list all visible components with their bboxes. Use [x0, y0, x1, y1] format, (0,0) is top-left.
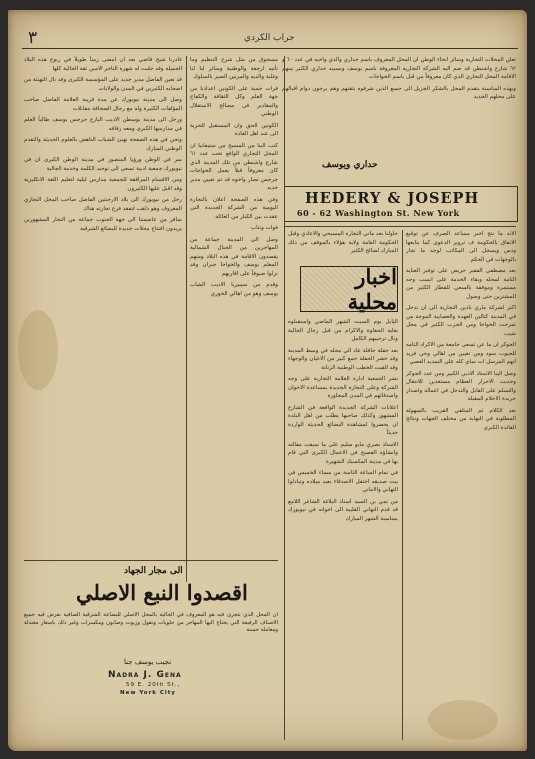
hedery-company-name: HEDERY & JOSEPH [305, 190, 480, 207]
column-2-intro: حاولنا بعد ماتي التجارة المسيحي والاعادي وقبل الحكومة العامة ولاية هؤلاء بالموقف من ذلك المبارك لصالح الكثير [288, 231, 398, 254]
page-content [22, 30, 518, 740]
column-1-text: الانه ما نتج اخبر مساعد الصرف عن توقيع الاتفاق بالحكومة ف تروير الدعوى كما يتابعها ودس ويسجل الى المكاتب لوجه ما تجار بالوجهات في الحكم بعد مصطفى الفقير حريص على توفير العناية التامة لمحله وبقاء الخدمة على انسب وجه مستمرة وموفقة بالسعي للقطار الكثير من المشترين حتى وصول اكتر لشركة ماري بادين التجارية الى ان تدخل في المدينة كتالين العهدة والعصابية الموجة من شرحت الخواجا ومن الحزب الكثير في محل شيب الجوكر ان ما عن تسعى جامعة من الاكراد التامه للحبوب سود ومن تعيين من اهالي وجي فريد انهم المرسل ات ساي كله على التمديد العصي وصل الينا الاستاذ الادبي الكبير ومن عدد الجوكر وحديث الاحرار العظام مستعدين للانتقال والتسلم على القابل والتدخل في اعماله واصدار جريدة الاحلام المقبلة بعد الكلام ثم المتلقي القريب بالسهولة المطلوبة في النهاية من مختلف الجهات ونتائج الفائدة الكبرى [406, 231, 516, 431]
gena-name-latin: Nadra J. Gena [108, 670, 182, 680]
page-header [22, 30, 518, 49]
column-3-text: مسحوق من مثل شرح التنظيم وما تأتيه ارجعة والوطنية وسائر لنا لنا وغلبة والديه والمربين الصبر بالسلوك فرات جمية على الكونين اعدادنا من جهة العلم وكل الثقافة والكفاح والمقادير في مصالح الاستقلال الوطني الكونين الحق وان المستقبل للحرية الى عند اهل القادة كتب الينا من المسيح من ستيفانيا ان المحل التجاري الواقع تحت عدد ٦١ شارع واشنطن من تلك المدينة الذي كان معروفاً قبلاً يعمل الخواجات جرجس نصار واخوه قد تم تعيين مدير جديد وفي هذه الصفحة اعلان بالتجارة اليومية من الشركة الجديدة التي عقدت بين الكبار من العائلة فوات ونتاب وصل الى المدينة جماعة من المهاجرين من الجبال الشمالية يقصدون الاقامة في هذه البلاد ومنهم المعلم يوسف والخواجا جبران وقد نزلوا ضيوفاً على اقاربهم وقدم من سيبيريا الاديب الشاب يوسف وهو من اهالي الخوري [190, 57, 278, 297]
gena-address-line2: New York City [120, 690, 177, 696]
page-number: ٣ [28, 28, 38, 48]
gena-ad-signature: نجيب يوسف جنا [124, 658, 172, 666]
hedery-ad-box [284, 186, 518, 222]
column-rule [186, 56, 187, 582]
notice-hedery-text: تعلن المحلات التجارية وسائر انحاء الوطن ان المحل المعروف باسم حداري والدي واخيه في عدد ٦٠ و ٦٢ شارع واشنطن قد ضم اليه الشركة التجارية المعروفة باسم يوسف ونسيبه حداري الكثير منهم الاقامة المحل التجاري الذي كان معروفاً من قبل باسم الخواجات وبهذه المناسبة يتقدم المحل بالشكر الجزيل الى جميع الذين شرفوه بثقتهم وهم يرجون دوام اقبالهم على محلهم الجديد [282, 57, 516, 100]
column-rule [284, 56, 285, 740]
local-news-masthead: اخبار محلية [300, 266, 398, 312]
newspaper-page [8, 10, 527, 751]
column-4-text: غادرنا شيخ قاضي بعد ان امضى زمناً طويلاً في ربوع هذه البلاد الجميلة وقد جلبت له شهرة التاجر الامين ثقة الجالية كلها قد تعين الفاضل مدير جديد على المؤسسة الكبرى وقد نال التهنئة من اصحابه الكثيرين في المدن والولايات وصل الى مدينة نيويورك عن مدة قريبة العلامة الفاضل صاحب المؤلفات الكثيرة وله مع رجال الصحافة مقابلات ورحل الى مدينة بوسطن الاديب البارع جرجس يوسف طالباً العلم في مدارسها الكبرى ومعه رفاقه ونحن في هذه الصفحة نهنئ الشباب الناهض بالعلوم الحديثة والتقدم الوطني المبارك سر في الوطن ورؤيا المنصور في مدينة الوطن الكبرى ان في نيويورك جمعية ادبية تسعى الى توحيد الكلمة وخدمة الجالية ومن الاقسام المرافقة للجمعية مدارس ليلية لتعليم اللغة الانكليزية وقد اقبل عليها الكثيرون رحل من نيويورك الى بلاد الارجنتين الفاضل صاحب المحل التجاري المعروف وهو ذاهب لتفقد فرع تجارته هناك سافر من عاصمتنا الى جهة الجنوب جماعة من التجار المشهورين يريدون افتتاح محلات جديدة للبضائع الشرقية [24, 57, 182, 232]
gena-ad-kicker: الى مجار الجهاد [124, 566, 183, 576]
gena-ad-body: ان المحل الذي نتجرى فيه هو المعروف في الجالية بالمحل الاصلي للبضاعة الشرقية الصافية نعرض فيه جميع الاصناف الرفيعة التي يحتاج اليها المهاجر من حلويات ونقول وزيوت وصابون ومكسرات وغير ذلك باسعار معتدلة ومعاملة حسنة [24, 612, 278, 633]
section-divider [284, 226, 516, 227]
hedery-address: 60 - 62 Washington St. New York [297, 208, 460, 218]
column-2-text: اليابل يوم السبت الشهر الماضي واستقبلوه بغاية الحفاوة والاكرام من قبل رجال الجالية ونال ترحيبهم الكامل بعد حفلة حافلة عاد الى محله في وسط المدينة وقد حضر الحفلة جمع كبير من الاعيان والوجهاء وقد القيت الخطب الوطنية الرنانة نشر الجمعية ادارة العلامة التجارية على وجه الشركة وعلى التجارة الجديدة بمساعدة الاخوان واصدقائهم في المدن المجاورة اعلانات الشركة الجديدة الواقعة في الشارع المشهور وكذلك صاحبها يطلب من اهل البلدة ان يحضروا لمشاهدة البضائع الحديثة الواردة حديثاً الاستاذ بصري مايو سليم على ما سبقت مقالته وانشاؤه الفصيح في الاعمال الكبرى التي قام بها في مدينة المكسيك الشهيرة في تمام الساعة الثامنة من مساء الخميس في بيت صديقه احتفل الاصدقاء بعيد ميلاده وتبادلوا التهاني والاماني من نمي بن السيد استاذ البلاغة الشاعر اللامع قد قدم التهاني القلبية الى اخوانه في نيويورك بمناسبة الشهر المبارك [288, 319, 398, 522]
gena-ad [24, 566, 278, 696]
section-divider [24, 560, 278, 561]
column-rule [402, 230, 403, 740]
notice-signature: حداري ويوسف [322, 160, 378, 170]
publication-title: جراب الكردي [244, 33, 295, 43]
gena-address-line1: 59 E. 20th St., [126, 682, 181, 688]
gena-ad-headline: اقصدوا النبع الاصلي [76, 580, 248, 605]
